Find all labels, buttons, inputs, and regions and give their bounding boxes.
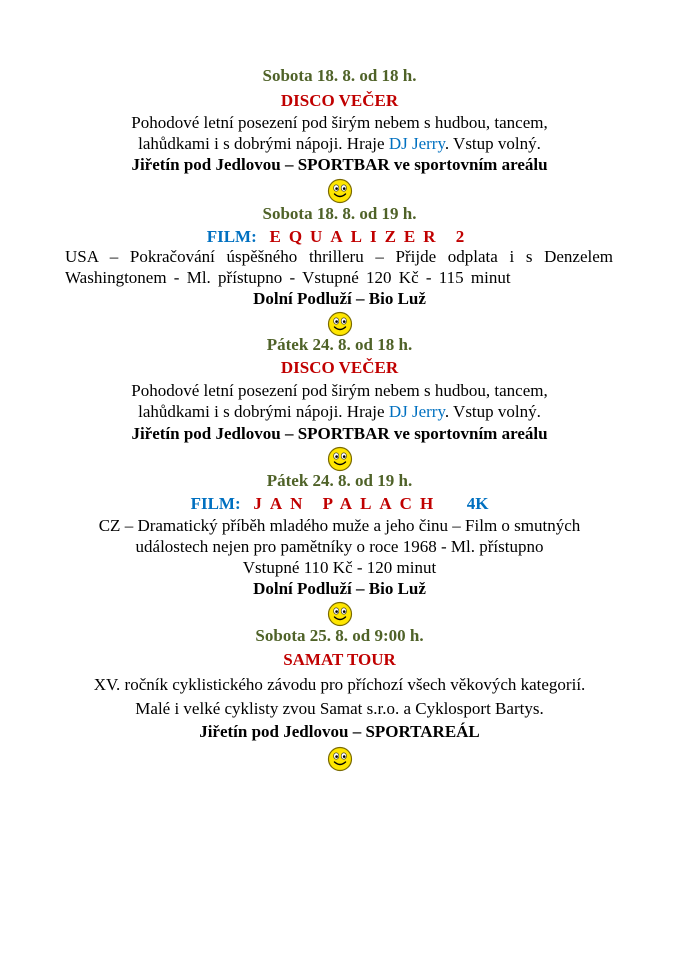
event-description: XV. ročník cyklistického závodu pro příchozí všech věkových kategorií.	[93, 675, 586, 694]
event-venue: Dolní Podluží – Bio Luž	[253, 579, 426, 598]
event-description	[0, 134, 679, 154]
event-description-text: . Vstup volný.	[444, 134, 541, 153]
smiley-icon	[327, 178, 353, 204]
event-title: SAMAT TOUR	[283, 650, 396, 669]
smiley-icon	[327, 446, 353, 472]
event-description	[0, 402, 679, 422]
event-description-text: lahůdkami i s dobrými nápoji. Hraje	[138, 134, 389, 153]
event-venue: Dolní Podluží – Bio Luž	[253, 289, 426, 308]
event-title: DISCO VEČER	[280, 91, 399, 110]
film-heading	[0, 227, 679, 247]
dj-name: DJ Jerry	[388, 134, 445, 153]
event-description: CZ – Dramatický příběh mladého muže a jeho činu – Film o smutných	[98, 516, 581, 535]
event-description: Malé i velké cyklisty zvou Samat s.r.o. a Cyklosport Bartys.	[135, 699, 544, 718]
smiley-icon	[327, 601, 353, 627]
event-description: USA – Pokračování úspěšného thrilleru – Přijde odplata i s Denzelem	[65, 247, 613, 266]
event-date: Pátek 24. 8. od 19 h.	[266, 471, 413, 490]
film-heading	[0, 494, 679, 514]
smiley-icon	[327, 746, 353, 772]
event-description-text: . Vstup volný.	[444, 402, 541, 421]
event-description-text: lahůdkami i s dobrými nápoji. Hraje	[138, 402, 389, 421]
event-description: Washingtonem - Ml. přístupno - Vstupné 120 Kč - 115 minut	[65, 268, 511, 287]
event-venue: Jiřetín pod Jedlovou – SPORTAREÁL	[199, 722, 480, 741]
film-label: FILM:	[206, 227, 257, 246]
smiley-icon	[327, 311, 353, 337]
event-description: Pohodové letní posezení pod širým nebem s hudbou, tancem,	[131, 113, 548, 132]
event-title: DISCO VEČER	[280, 358, 399, 377]
dj-name: DJ Jerry	[388, 402, 445, 421]
event-venue: Jiřetín pod Jedlovou – SPORTBAR ve sportovním areálu	[131, 155, 548, 174]
event-description: událostech nejen pro pamětníky o roce 1968 - Ml. přístupno	[135, 537, 544, 556]
event-venue: Jiřetín pod Jedlovou – SPORTBAR ve sportovním areálu	[131, 424, 548, 443]
format-badge: 4K	[466, 494, 489, 513]
event-date: Sobota 25. 8. od 9:00 h.	[255, 626, 424, 645]
event-date: Sobota 18. 8. od 19 h.	[262, 204, 417, 223]
film-label: FILM:	[190, 494, 241, 513]
event-date: Pátek 24. 8. od 18 h.	[266, 335, 413, 354]
film-title: JAN PALACH	[253, 494, 442, 513]
event-date: Sobota 18. 8. od 18 h.	[262, 66, 417, 85]
event-description: Vstupné 110 Kč - 120 minut	[242, 558, 437, 577]
film-title: EQUALIZER 2	[269, 227, 473, 246]
event-description: Pohodové letní posezení pod širým nebem s hudbou, tancem,	[131, 381, 548, 400]
